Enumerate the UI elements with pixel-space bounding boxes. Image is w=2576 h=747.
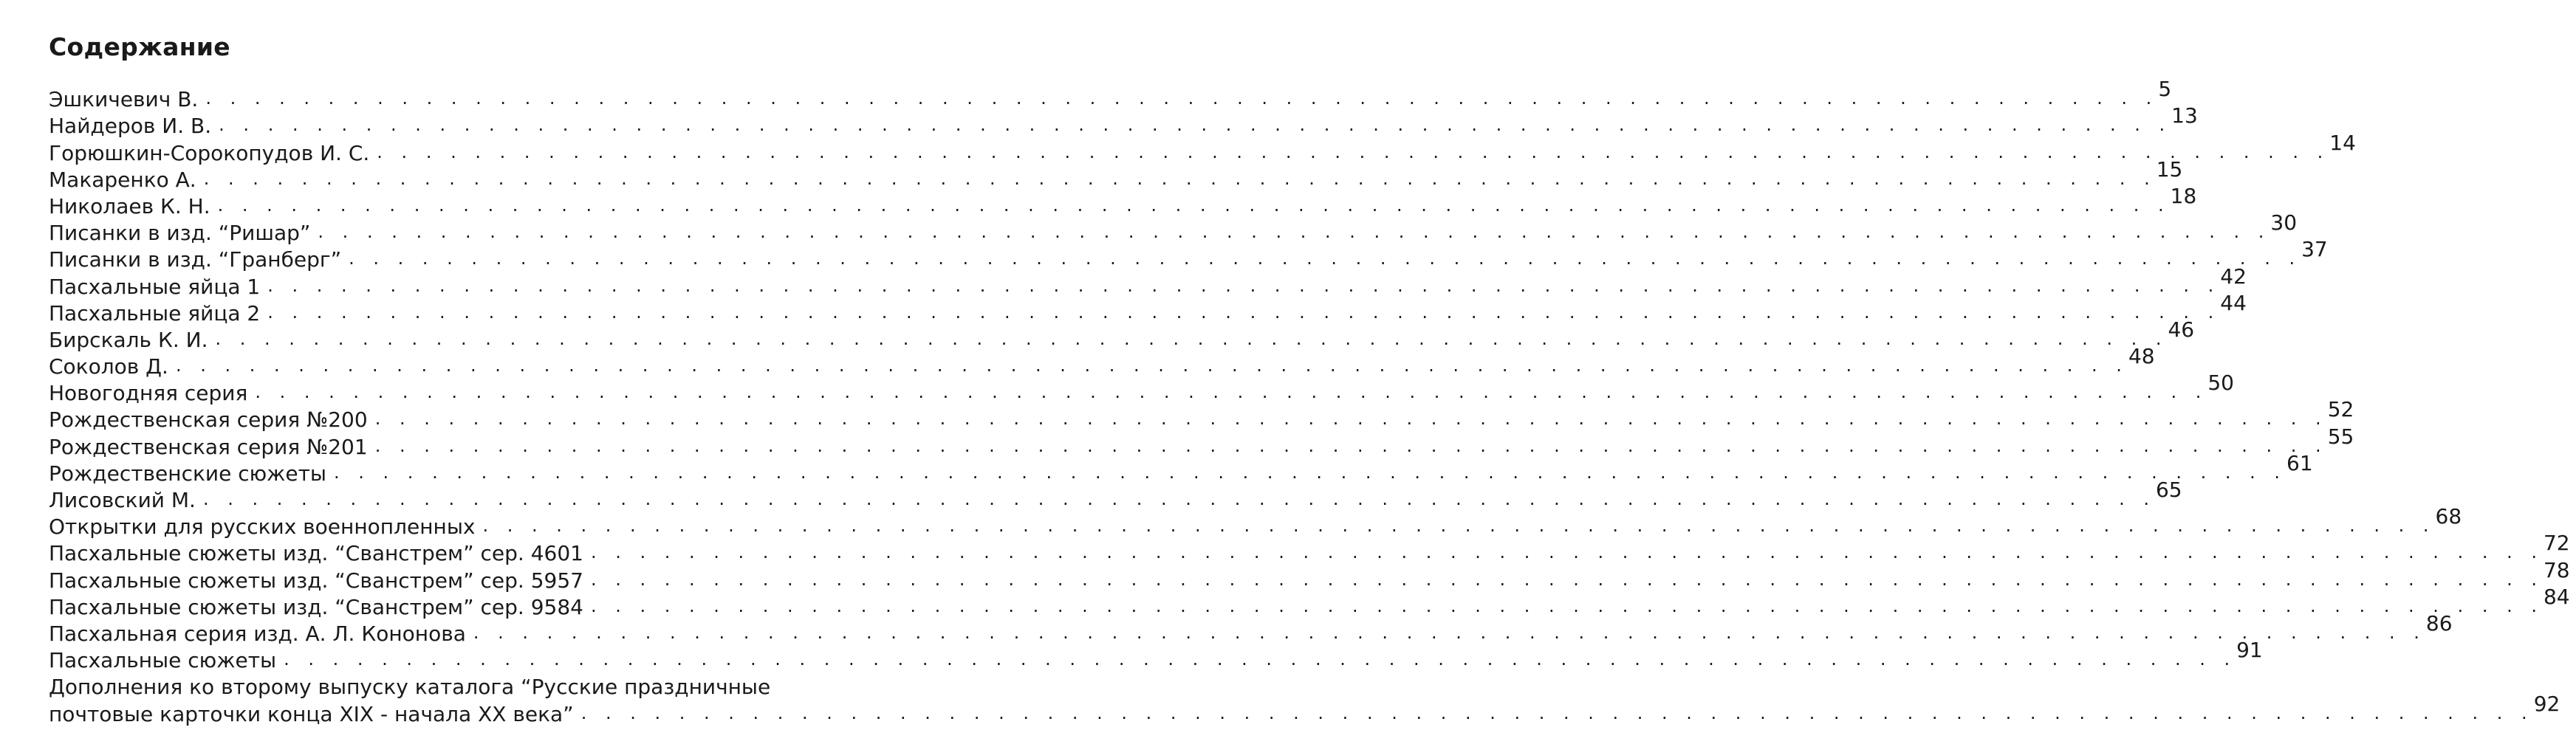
toc-entry-page-number: 78 [2543, 557, 2570, 582]
toc-entry-page-number: 13 [2171, 103, 2198, 128]
toc-entry-page-number: 92 [2533, 691, 2560, 716]
toc-entry-title: Рождественская серия №200 [49, 407, 368, 433]
toc-entry-page-number: 55 [2327, 424, 2354, 449]
toc-entry-page-number: 84 [2543, 584, 2570, 609]
toc-entry-title: Эшкичевич В. [49, 87, 199, 112]
toc-entry-title: Пасхальные яйца 1 [49, 274, 261, 299]
toc-entry [49, 290, 2247, 326]
toc-entry [49, 504, 2462, 540]
toc-entry-page-number: 50 [2207, 371, 2234, 396]
toc-entry [49, 317, 2195, 353]
toc-entry [49, 610, 2453, 647]
toc-entry-page-number: 48 [2128, 344, 2155, 369]
toc-entry-title: Николаев К. Н. [49, 193, 210, 218]
toc-entry-page-number: 65 [2155, 478, 2182, 502]
toc-entry-title: Пасхальные сюжеты изд. “Сванстрем” сер. 5957 [49, 568, 583, 593]
toc-entry-title: Пасхальные сюжеты изд. “Сванстрем” сер. 9584 [49, 594, 583, 619]
toc-entry-page-number: 91 [2236, 638, 2263, 663]
toc-entry-page-number: 44 [2220, 290, 2247, 315]
dot-leader: . . . . . . . . . . . . . . . . . . . . . . . . . . . . . . . . . . . . . . . . . . . . . . . . . . . . . . . . . . . . . . . . . . . . . . . . . . . . . . . . [284, 649, 2237, 670]
dot-leader: . . . . . . . . . . . . . . . . . . . . . . . . . . . . . . . . . . . . . . . . . . . . . . . . . . . . . . . . . . . . . . . . . . . . . . . . . . . . . . . . [580, 702, 2534, 723]
toc-entry-page-number: 86 [2425, 610, 2453, 636]
toc-entry [49, 156, 2183, 193]
dot-leader: . . . . . . . . . . . . . . . . . . . . . . . . . . . . . . . . . . . . . . . . . . . . . . . . . . . . . . . . . . . . . . . . . . . . . . . . . . . . . . . . [482, 515, 2436, 537]
toc-entry-title: Горюшкин-Сорокопудов И. С. [49, 140, 370, 165]
toc-entry-page-number: 15 [2156, 156, 2183, 182]
dot-leader: . . . . . . . . . . . . . . . . . . . . . . . . . . . . . . . . . . . . . . . . . . . . . . . . . . . . . . . . . . . . . . . . . . . . . . . . . . . . . . . . [267, 275, 2221, 296]
toc-entry [49, 103, 2198, 139]
dot-leader: . . . . . . . . . . . . . . . . . . . . . . . . . . . . . . . . . . . . . . . . . . . . . . . . . . . . . . . . . . . . . . . . . . . . . . . . . . . . . . . . [217, 194, 2171, 216]
dot-leader: . . . . . . . . . . . . . . . . . . . . . . . . . . . . . . . . . . . . . . . . . . . . . . . . . . . . . . . . . . . . . . . . . . . . . . . . . . . . . . . . [318, 221, 2271, 243]
toc-entry [49, 424, 2354, 459]
toc-entry [49, 371, 2234, 406]
toc-entry-title: Пасхальная серия изд. А. Л. Кононова [49, 621, 466, 646]
toc-entry-title: Пасхальные яйца 2 [49, 300, 261, 326]
dot-leader: . . . . . . . . . . . . . . . . . . . . . . . . . . . . . . . . . . . . . . . . . . . . . . . . . . . . . . . . . . . . . . . . . . . . . . . . . . . . . . . . [334, 461, 2287, 483]
toc-entry [49, 183, 2197, 219]
toc-entry-title: Писанки в изд. “Ришар” [49, 221, 311, 246]
dot-leader: . . . . . . . . . . . . . . . . . . . . . . . . . . . . . . . . . . . . . . . . . . . . . . . . . . . . . . . . . . . . . . . . . . . . . . . . . . . . . . . . [349, 248, 2302, 269]
toc-entry-title-line2: почтовые карточки конца XIX - начала XX века” [49, 701, 574, 726]
toc-entry-page-number: 14 [2329, 130, 2356, 155]
toc-entry-page-number: 46 [2168, 317, 2195, 342]
toc-entry-title: Лисовский М. [49, 488, 196, 512]
toc-entry [49, 531, 2570, 566]
dot-leader: . . . . . . . . . . . . . . . . . . . . . . . . . . . . . . . . . . . . . . . . . . . . . . . . . . . . . . . . . . . . . . . . . . . . . . . . . . . . . . . . [374, 435, 2328, 456]
toc-entry [49, 264, 2247, 299]
toc-entry-title: Рождественские сюжеты [49, 461, 327, 486]
toc-entry [49, 397, 2354, 433]
dot-leader: . . . . . . . . . . . . . . . . . . . . . . . . . . . . . . . . . . . . . . . . . . . . . . . . . . . . . . . . . . . . . . . . . . . . . . . . . . . . . . . . [377, 141, 2330, 162]
toc-entry-page-number: 72 [2543, 531, 2570, 556]
dot-leader: . . . . . . . . . . . . . . . . . . . . . . . . . . . . . . . . . . . . . . . . . . . . . . . . . . . . . . . . . . . . . . . . . . . . . . . . . . . . . . . . [203, 168, 2157, 189]
toc-entry-title: Пасхальные сюжеты изд. “Сванстрем” сер. 4601 [49, 541, 583, 566]
toc-entry [49, 584, 2570, 620]
dot-leader: . . . . . . . . . . . . . . . . . . . . . . . . . . . . . . . . . . . . . . . . . . . . . . . . . . . . . . . . . . . . . . . . . . . . . . . . . . . . . . . . [590, 568, 2544, 590]
dot-leader: . . . . . . . . . . . . . . . . . . . . . . . . . . . . . . . . . . . . . . . . . . . . . . . . . . . . . . . . . . . . . . . . . . . . . . . . . . . . . . . . [215, 328, 2168, 349]
toc-entry [49, 478, 2182, 513]
dot-leader: . . . . . . . . . . . . . . . . . . . . . . . . . . . . . . . . . . . . . . . . . . . . . . . . . . . . . . . . . . . . . . . . . . . . . . . . . . . . . . . . [267, 301, 2221, 323]
toc-entry [49, 344, 2155, 379]
toc-entry [49, 557, 2570, 593]
toc-entry [49, 450, 2313, 486]
toc-entry-page-number: 42 [2220, 264, 2247, 289]
toc-entry-title: Найдеров И. В. [49, 114, 212, 139]
dot-leader: . . . . . . . . . . . . . . . . . . . . . . . . . . . . . . . . . . . . . . . . . . . . . . . . . . . . . . . . . . . . . . . . . . . . . . . . . . . . . . . . [590, 542, 2544, 563]
toc-entry-title: Соколов Д. [49, 354, 168, 379]
page-title: Содержание [49, 32, 230, 61]
toc-entry-title: Пасхальные сюжеты [49, 648, 277, 673]
toc-entry [49, 237, 2328, 272]
dot-leader: . . . . . . . . . . . . . . . . . . . . . . . . . . . . . . . . . . . . . . . . . . . . . . . . . . . . . . . . . . . . . . . . . . . . . . . . . . . . . . . . [590, 595, 2544, 616]
dot-leader: . . . . . . . . . . . . . . . . . . . . . . . . . . . . . . . . . . . . . . . . . . . . . . . . . . . . . . . . . . . . . . . . . . . . . . . . . . . . . . . . [219, 114, 2172, 136]
toc-entry-page-number: 37 [2301, 237, 2328, 262]
toc-entry-page-number: 61 [2286, 450, 2313, 475]
toc-entry-title: Писанки в изд. “Гранберг” [49, 247, 342, 272]
toc-entry-page-number: 52 [2327, 397, 2354, 422]
toc-entry [49, 673, 2560, 726]
toc-entry [49, 130, 2356, 165]
dot-leader: . . . . . . . . . . . . . . . . . . . . . . . . . . . . . . . . . . . . . . . . . . . . . . . . . . . . . . . . . . . . . . . . . . . . . . . . . . . . . . . . [175, 355, 2128, 376]
toc-entry-page-number: 30 [2270, 210, 2298, 235]
dot-leader: . . . . . . . . . . . . . . . . . . . . . . . . . . . . . . . . . . . . . . . . . . . . . . . . . . . . . . . . . . . . . . . . . . . . . . . . . . . . . . . . [202, 489, 2156, 509]
dot-leader: . . . . . . . . . . . . . . . . . . . . . . . . . . . . . . . . . . . . . . . . . . . . . . . . . . . . . . . . . . . . . . . . . . . . . . . . . . . . . . . . [374, 408, 2328, 430]
toc-entry [49, 638, 2263, 673]
toc-entry-title: Рождественская серия №201 [49, 434, 368, 459]
toc-entry [49, 210, 2298, 246]
toc-entry-title: Новогодняя серия [49, 381, 248, 406]
dot-leader: . . . . . . . . . . . . . . . . . . . . . . . . . . . . . . . . . . . . . . . . . . . . . . . . . . . . . . . . . . . . . . . . . . . . . . . . . . . . . . . . [255, 382, 2208, 403]
dot-leader: . . . . . . . . . . . . . . . . . . . . . . . . . . . . . . . . . . . . . . . . . . . . . . . . . . . . . . . . . . . . . . . . . . . . . . . . . . . . . . . . [205, 88, 2159, 109]
toc-entry-page-number: 5 [2158, 77, 2172, 102]
toc-entry [49, 77, 2172, 112]
dot-leader: . . . . . . . . . . . . . . . . . . . . . . . . . . . . . . . . . . . . . . . . . . . . . . . . . . . . . . . . . . . . . . . . . . . . . . . . . . . . . . . . [473, 622, 2426, 643]
toc-entry-title-line1: Дополнения ко второму выпуску каталога “Русские праздничные [49, 675, 771, 700]
toc-entry-title: Бирскаль К. И. [49, 327, 208, 352]
toc-entry-page-number: 18 [2170, 183, 2197, 208]
toc-entry-title: Открытки для русских военнопленных [49, 514, 476, 540]
toc-entry-page-number: 68 [2435, 504, 2462, 529]
table-of-contents [49, 77, 2570, 727]
toc-entry-title: Макаренко А. [49, 167, 196, 192]
